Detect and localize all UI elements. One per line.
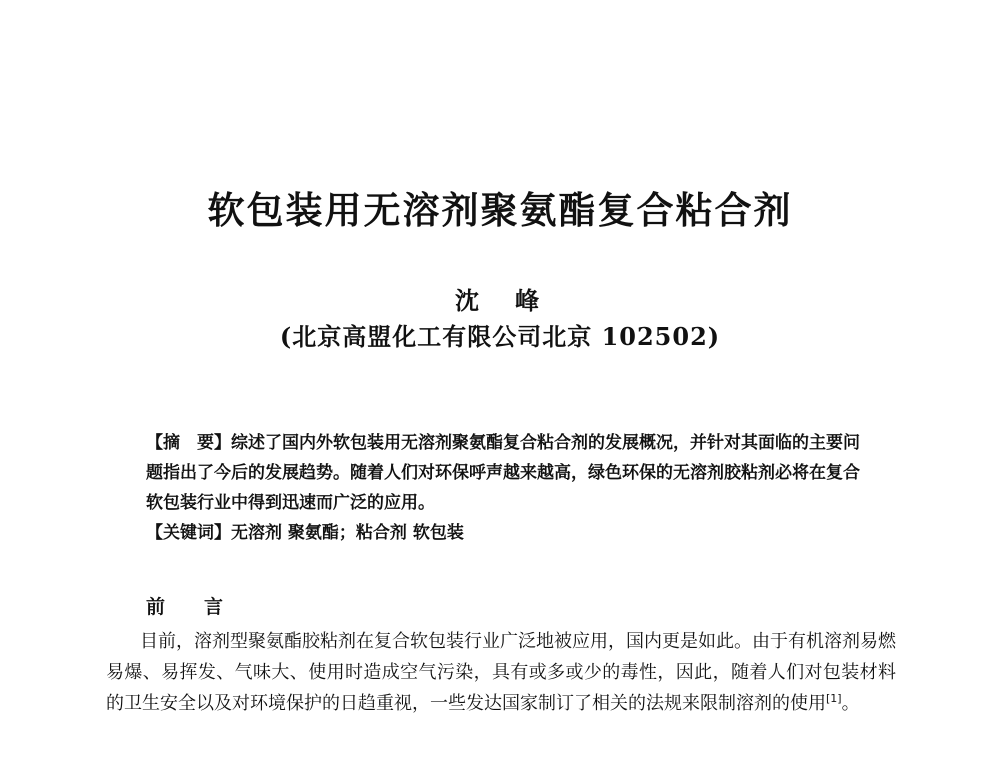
abstract-text: 综述了国内外软包装用无溶剂聚氨酯复合粘合剂的发展概况，并针对其面临的主要问题指出了今后的发展趋势。随着人们对环保呼声越来越高，绿色环保的无溶剂胶粘剂必将在复合软包装行业中得到迅速而广泛的应用。 — [146, 433, 860, 513]
abstract-paragraph — [146, 428, 866, 518]
keywords-label: 【关键词】 — [146, 523, 231, 543]
citation-ref: [1] — [826, 692, 842, 705]
abstract-block — [146, 428, 866, 548]
paper-title: 软包装用无溶剂聚氨酯复合粘合剂 — [207, 189, 793, 232]
author-name: 沈 峰 — [455, 286, 545, 315]
section-heading-intro: 前 言 — [146, 596, 234, 618]
intro-paragraph — [106, 626, 896, 719]
keywords-text: 无溶剂 聚氨酯；粘合剂 软包装 — [231, 523, 464, 543]
intro-text: 目前，溶剂型聚氨酯胶粘剂在复合软包装行业广泛地被应用，国内更是如此。由于有机溶剂易燃易爆、易挥发、气味大、使用时造成空气污染，具有或多或少的毒性，因此，随着人们对包装材料的卫生安全以及对环境保护的日趋重视，一些发达国家制订了相关的法规来限制溶剂的使用 — [106, 631, 896, 714]
intro-text-end: 。 — [841, 693, 860, 714]
author-affiliation: (北京高盟化工有限公司北京 102502) — [279, 322, 721, 351]
abstract-label: 【摘 要】 — [146, 433, 231, 453]
keywords-paragraph — [146, 518, 866, 548]
